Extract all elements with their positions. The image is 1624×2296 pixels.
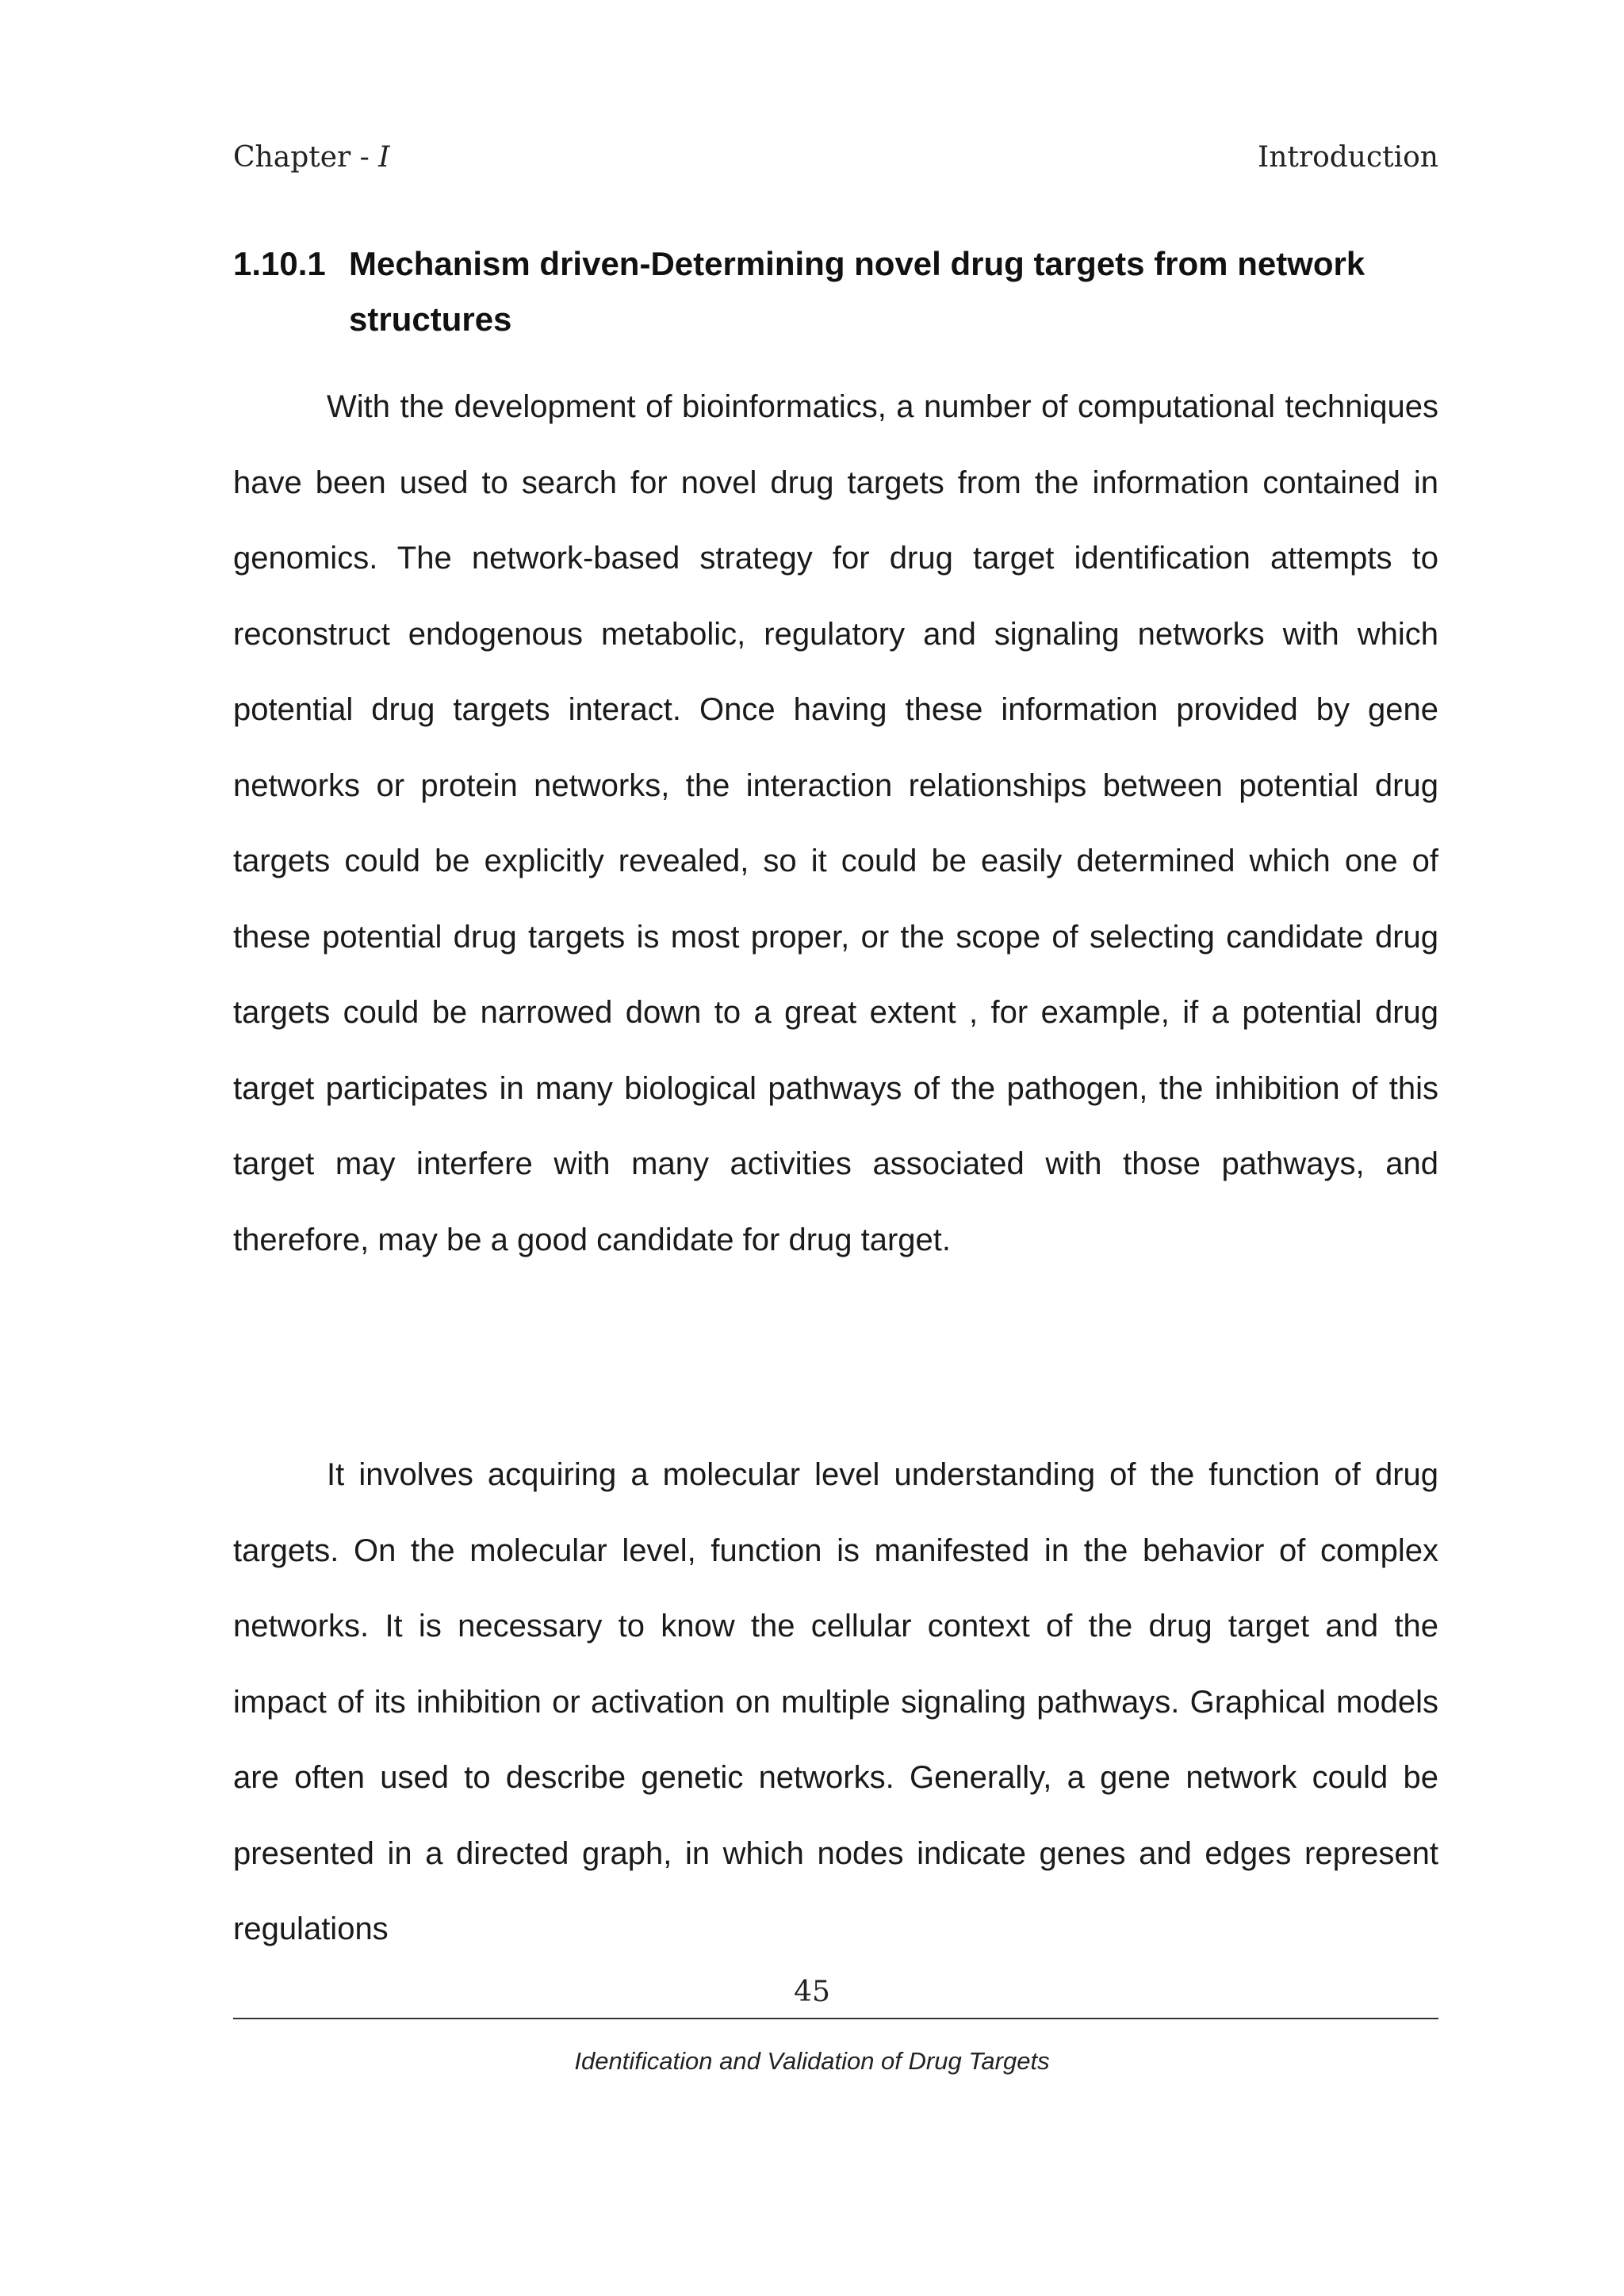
chapter-label-text: Chapter - (233, 141, 379, 174)
running-header (233, 141, 1438, 181)
paragraph-text: With the development of bioinformatics, a number of computational techniques have been used to search for novel drug targets from the information contained in genomics. The network-based strategy for drug target identification attempts to reconstruct endogenous metabolic, regulatory and signaling networks with which potential drug targets interact. Once having these information provided by gene networks or protein networks, the interaction relationships between potential drug targets could be explicitly revealed, so it could be easily determined which one of these potential drug targets is most proper, or the scope of selecting candidate drug targets could be narrowed down to a great extent , for example, if a potential drug target participates in many biological pathways of the pathogen, the inhibition of this target may interfere with many activities associated with those pathways, and therefore, may be a good candidate for drug target. (233, 389, 1438, 1257)
body-paragraph-1 (233, 369, 1438, 1278)
section-heading (233, 236, 1438, 347)
footer-document-title: Identification and Validation of Drug Targets (574, 2047, 1050, 2075)
page-number: 45 (794, 1976, 830, 2008)
paragraph-text: It involves acquiring a molecular level understanding of the function of drug targets. On the molecular level, function is manifested in the behavior of complex networks. It is necessary to know the cellular context of the drug target and the impact of its inhibition or activation on multiple signaling pathways. Graphical models are often used to describe genetic networks. Generally, a gene network could be presented in a directed graph, in which nodes indicate genes and edges represent regulations (233, 1457, 1438, 1946)
body-paragraph-2 (233, 1437, 1438, 1968)
section-running-title: Introduction (1258, 141, 1438, 174)
section-title-line-2: structures (349, 300, 512, 338)
chapter-numeral: I (378, 141, 390, 174)
chapter-label (233, 141, 390, 174)
footer-divider (233, 2018, 1438, 2019)
section-title-line-1: Mechanism driven-Determining novel drug targets from network (349, 245, 1365, 282)
section-number: 1.10.1 (233, 245, 326, 282)
